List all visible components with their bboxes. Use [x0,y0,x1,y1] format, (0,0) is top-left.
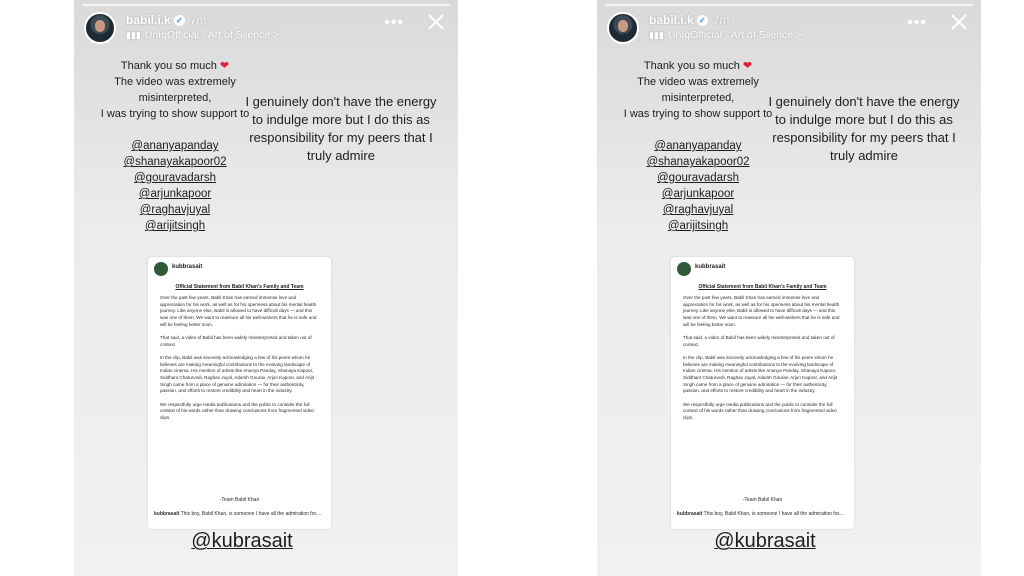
statement-signoff: -Team Babil Khan [219,497,260,503]
story-main-text: I genuinely don't have the energy to indulge more but I do this as responsibility for my peers that I truly admire [768,94,960,163]
story-intro-text: Thank you so much ❤ The video was extremely misinterpreted, I was trying to show support to [100,60,250,120]
post-avatar[interactable] [154,262,168,276]
statement-signoff: -Team Babil Khan [742,497,783,503]
story-intro-text: Thank you so much ❤ The video was extremely misinterpreted, I was trying to show support to [623,60,773,120]
mention-link[interactable]: @raghavjuyal [662,204,734,216]
verified-badge-icon: ✓ [174,15,185,26]
mention-sticker[interactable]: @kubrasait [191,530,293,552]
statement-body: Over the past few years, Babil Khan has earned immense love and appreciation for his work, as well as for his openness about his mental health journey. Like anyone else, Babil is allowed to have difficult days — and this was one of them. We want to reassure all his well-wishers that he is safe and will be feeling better soon. That said, a video of Babil has been widely misinterpreted and taken out of context. In the clip, Babil was sincerely acknowledging a few of his peers whom he believes are making meaningful contributions to the evolving landscape of Indian cinema. His mention of artists like Ananya Panday, Shanaya Kapoor, Siddhant Chaturvedi, Raghav Juyal, Adarsh Gourav, Arjun Kapoor, and Arijit Singh came from a place of genuine admiration — for their authenticity, passion, and efforts to restore credibility and heart in the industry. We respectfully urge media publications and the public to consider the full context of his words rather than drawing conclusions from fragmented video clips. [160,295,317,421]
statement-body: Over the past few years, Babil Khan has earned immense love and appreciation for his work, as well as for his openness about his mental health journey. Like anyone else, Babil is allowed to have difficult days — and this was one of them. We want to reassure all his well-wishers that he is safe and will be feeling better soon. That said, a video of Babil has been widely misinterpreted and taken out of context. In the clip, Babil was sincerely acknowledging a few of his peers whom he believes are making meaningful contributions to the evolving landscape of Indian cinema. His mention of artists like Ananya Panday, Shanaya Kapoor, Siddhant Chaturvedi, Raghav Juyal, Adarsh Gourav, Arjun Kapoor, and Arijit Singh came from a place of genuine admiration — for their authenticity, passion, and efforts to restore credibility and heart in the industry. We respectfully urge media publications and the public to consider the full context of his words rather than drawing conclusions from fragmented video clips. [683,295,840,421]
story-frame-right [597,0,981,576]
mention-link[interactable]: @arijitsingh [144,220,206,232]
heart-icon: ❤ [219,60,230,72]
close-icon[interactable] [424,10,448,34]
story-username[interactable]: babil.i.k ✓ 7m [126,13,207,27]
avatar[interactable] [607,12,639,44]
mention-list [90,138,260,234]
post-username[interactable]: kubbrasait [172,264,203,270]
verified-badge-icon: ✓ [697,15,708,26]
story-time: 7m [189,13,207,27]
story-progress-bar [82,4,450,6]
music-link[interactable]: ▮▮▮ UnIqOfficial · Art of Silence > [649,29,803,41]
post-username[interactable]: kubbrasait [695,264,726,270]
mention-list [613,138,783,234]
mention-link[interactable]: @ananyapanday [131,140,219,152]
story-header [84,12,448,44]
story-main-text: I genuinely don't have the energy to indulge more but I do this as responsibility for my peers that I truly admire [245,94,437,163]
more-options-button[interactable]: ••• [384,14,404,31]
close-icon[interactable] [947,10,971,34]
more-options-button[interactable]: ••• [907,14,927,31]
mention-link[interactable]: @gouravadarsh [657,172,739,184]
statement-title: Official Statement from Babil Khan's Family and Team [175,284,304,290]
mention-link[interactable]: @shanayakapoor02 [123,156,227,168]
music-bars-icon: ▮▮▮ [649,30,664,40]
story-username[interactable]: babil.i.k ✓ 7m [649,13,730,27]
statement-title: Official Statement from Babil Khan's Family and Team [698,284,827,290]
music-bars-icon: ▮▮▮ [126,30,141,40]
post-avatar[interactable] [677,262,691,276]
music-link[interactable]: ▮▮▮ UnIqOfficial · Art of Silence > [126,29,280,41]
mention-link[interactable]: @arjunkapoor [661,188,735,200]
post-caption: kubbrasait This boy, Babil Khan, is someone I have all the admiration for.... [677,511,845,517]
mention-link[interactable]: @raghavjuyal [139,204,211,216]
mention-link[interactable]: @shanayakapoor02 [646,156,750,168]
story-time: 7m [712,13,730,27]
mention-link[interactable]: @ananyapanday [654,140,742,152]
story-progress-bar [605,4,973,6]
shared-post-card[interactable] [671,257,854,529]
mention-sticker[interactable]: @kubrasait [714,530,816,552]
story-frame-left [74,0,458,576]
avatar[interactable] [84,12,116,44]
mention-link[interactable]: @arjunkapoor [138,188,212,200]
mention-link[interactable]: @gouravadarsh [134,172,216,184]
heart-icon: ❤ [742,60,753,72]
shared-post-card[interactable] [148,257,331,529]
story-header [607,12,971,44]
mention-link[interactable]: @arijitsingh [667,220,729,232]
post-caption: kubbrasait This boy, Babil Khan, is someone I have all the admiration for.... [154,511,322,517]
